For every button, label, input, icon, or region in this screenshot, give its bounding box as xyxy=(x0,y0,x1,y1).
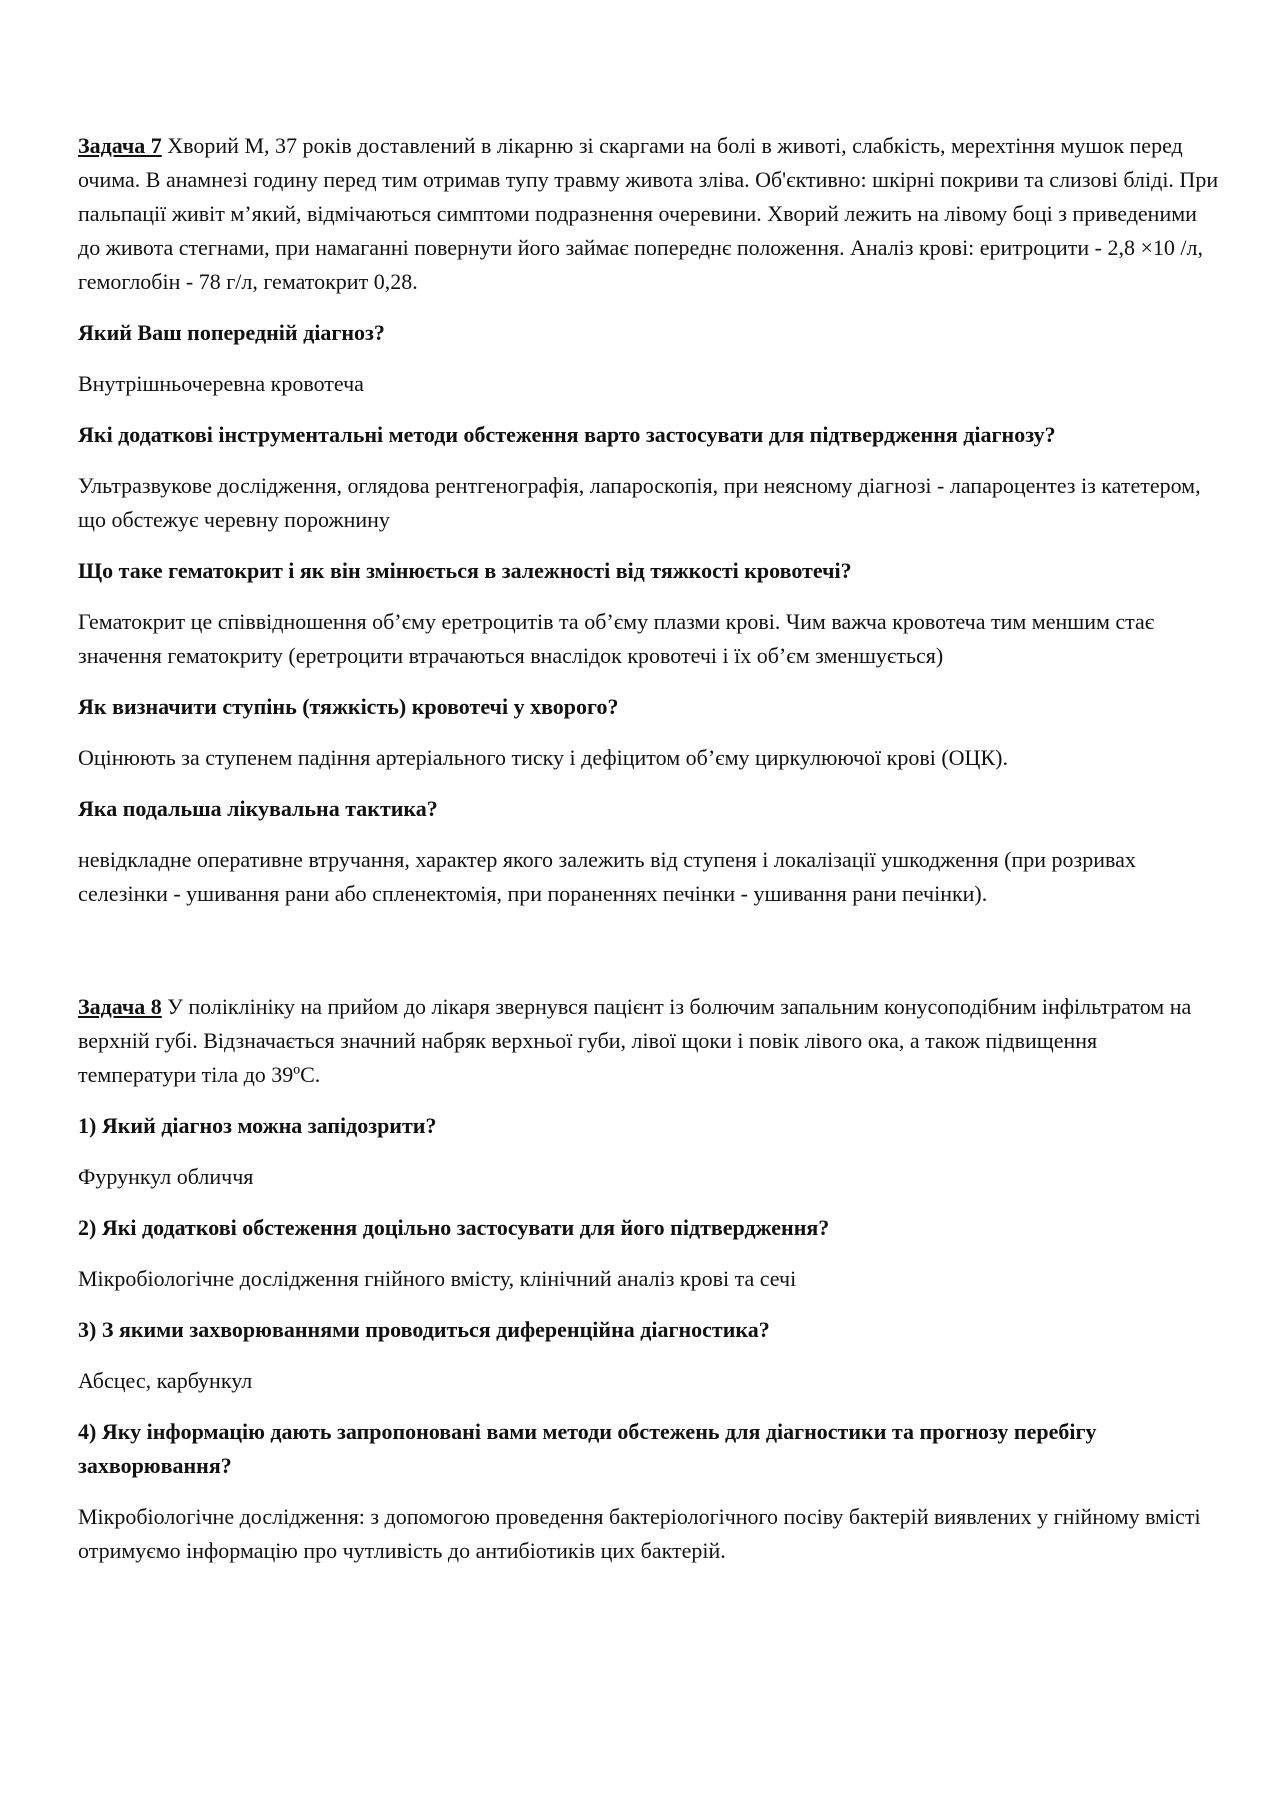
task-8-question-4: 4) Яку інформацію дають запропоновані вами методи обстежень для діагностики та прогнозу перебігу захворювання? xyxy=(78,1419,1097,1478)
task-7-question-2: Які додаткові інструментальні методи обстеження варто застосувати для підтвердження діагнозу? xyxy=(78,422,1056,447)
task-7-label: Задача 7 xyxy=(78,133,162,158)
task-8-question-2: 2) Які додаткові обстеження доцільно застосувати для його підтвердження? xyxy=(78,1215,830,1240)
task-8-answer-1: Фурункул обличчя xyxy=(78,1164,254,1189)
task-7-answer-4: Оцінюють за ступенем падіння артеріального тиску і дефіцитом об’єму циркулюючої крові (ОЦК). xyxy=(78,745,1008,770)
task-8-answer-2: Мікробіологічне дослідження гнійного вмісту, клінічний аналіз крові та сечі xyxy=(78,1266,797,1291)
task-8 xyxy=(78,990,1220,1568)
task-8-answer-4: Мікробіологічне дослідження: з допомогою проведення бактеріологічного посіву бактерій виявлених у гнійному вмісті отримуємо інформацію про чутливість до антибіотиків цих бактерій. xyxy=(78,1504,1201,1563)
task-7-answer-1: Внутрішньочеревна кровотеча xyxy=(78,371,364,396)
task-7-question-4: Як визначити ступінь (тяжкість) кровотечі у хворого? xyxy=(78,694,619,719)
task-7 xyxy=(78,129,1220,911)
task-7-answer-2: Ультразвукове дослідження, оглядова рентгенографія, лапароскопія, при неясному діагнозі - лапароцентез із катетером, що обстежує черевну порожнину xyxy=(78,473,1201,532)
task-7-answer-5: невідкладне оперативне втручання, характер якого залежить від ступеня і локалізації ушкодження (при розривах селезінки - ушивання рани або спленектомія, при пораненнях печінки - ушивання рани печінки). xyxy=(78,847,1136,906)
task-7-question-5: Яка подальша лікувальна тактика? xyxy=(78,796,438,821)
task-8-question-3: 3) З якими захворюваннями проводиться диференційна діагностика? xyxy=(78,1317,770,1342)
task-7-intro xyxy=(78,129,1220,299)
task-7-text: Хворий М, 37 років доставлений в лікарню зі скаргами на болі в животі, слабкість, мерехтіння мушок перед очима. В анамнезі годину перед тим отримав тупу травму живота зліва. Об'єктивно: шкірні покриви та слизові бліді. При пальпації живіт м’який, відмічаються симптоми подразнення очеревини. Хворий лежить на лівому боці з приведеними до живота стегнами, при намаганні повернути його займає попереднє положення. Аналіз крові: еритроцити - 2,8 ×10 /л, гемоглобін - 78 г/л, гематокрит 0,28. xyxy=(78,133,1219,294)
task-8-question-1: 1) Який діагноз можна запідозрити? xyxy=(78,1113,437,1138)
task-7-answer-3: Гематокрит це співвідношення об’єму еретроцитів та об’єму плазми крові. Чим важча кровотеча тим меншим стає значення гематокриту (еретроцити втрачаються внаслідок кровотечі і їх об’єм зменшується) xyxy=(78,609,1155,668)
task-7-question-1: Який Ваш попередній діагноз? xyxy=(78,320,385,345)
task-8-intro xyxy=(78,990,1220,1092)
task-8-answer-3: Абсцес, карбункул xyxy=(78,1368,253,1393)
task-8-text: У поліклініку на прийом до лікаря звернувся пацієнт із болючим запальним конусоподібним інфільтратом на верхній губі. Відзначається значний набряк верхньої губи, лівої щоки і повік лівого ока, а також підвищення температури тіла до 39ºС. xyxy=(78,994,1192,1087)
task-7-question-3: Що таке гематокрит і як він змінюється в залежності від тяжкості кровотечі? xyxy=(78,558,852,583)
task-8-label: Задача 8 xyxy=(78,994,162,1019)
